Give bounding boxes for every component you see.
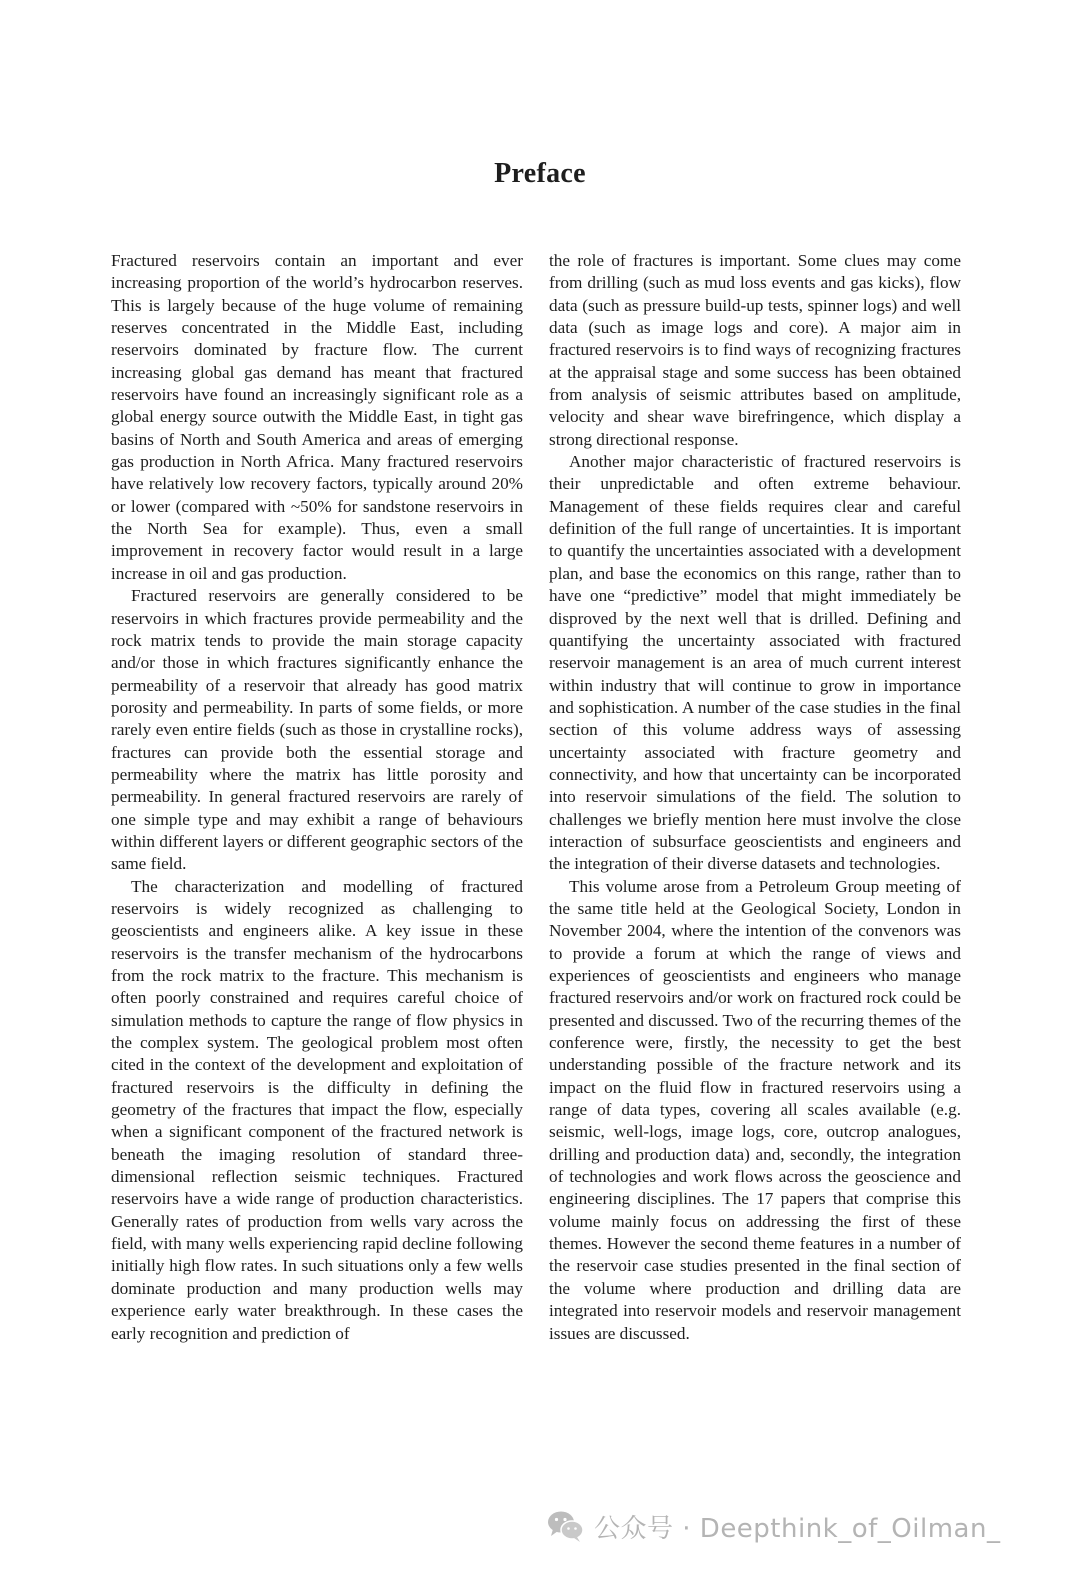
watermark-text: 公众号 · Deepthink_of_Oilman_: [594, 1513, 1001, 1544]
left-column: [111, 250, 523, 1345]
paragraph: the role of fractures is important. Some clues may come from drilling (such as mud loss events and gas kicks), flow data (such as pressure build-up tests, spinner logs) and well data (such as image logs and core). A major aim in fractured reservoirs is to find ways of recognizing fractures at the appraisal stage and some success has been obtained from analysis of seismic attributes based on amplitude, velocity and shear wave birefringence, which display a strong directional response.: [549, 251, 961, 449]
wechat-icon: [546, 1509, 586, 1543]
right-column: [549, 250, 961, 1345]
page-title: Preface: [494, 158, 586, 189]
paragraph: Fractured reservoirs are generally considered to be reservoirs in which fractures provide permeability and the rock matrix tends to provide the main storage capacity and/or those in which fractures significantly enhance the permeability of a reservoir that already has good matrix porosity and permeability. In parts of some fields, or more rarely even entire fields (such as those in crystalline rocks), fractures can provide both the essential storage and permeability where the matrix has little porosity and permeability. In general fractured reservoirs are rarely of one simple type and may exhibit a range of behaviours within different layers or different geographic sectors of the same field.: [111, 586, 523, 874]
paragraph: This volume arose from a Petroleum Group meeting of the same title held at the Geological Society, London in November 2004, where the intention of the convenors was to provide a forum at which the range of views and experiences of geoscientists and engineers who manage fractured reservoirs and/or work on fractured rock could be presented and discussed. Two of the recurring themes of the conference were, firstly, the necessity to get the best understanding possible of the fracture network and its impact on the fluid flow in fractured reservoirs using a range of data types, covering all scales available (e.g. seismic, well-logs, image logs, core, outcrop analogues, drilling and production data) and, secondly, the integration of technologies and work flows across the geoscience and engineering disciplines. The 17 papers that comprise this volume mainly focus on addressing the first of these themes. However the second theme features in a number of the reservoir case studies presented in the final section of the volume where production and drilling data are integrated into reservoir models and reservoir management issues are discussed.: [549, 876, 961, 1343]
paragraph: Fractured reservoirs contain an important and ever increasing proportion of the world’s hydrocarbon reserves. This is largely because of the huge volume of remaining reserves concentrated in the Middle East, including reservoirs dominated by fracture flow. The current increasing global gas demand has meant that fractured reservoirs have found an increasingly significant role as a global energy source outwith the Middle East, in tight gas basins of North and South America and areas of emerging gas production in North Africa. Many fractured reservoirs have relatively low recovery factors, typically around 20% or lower (compared with ~50% for sandstone reservoirs in the North Sea for example). Thus, even a small improvement in recovery factor would result in a large increase in oil and gas production.: [111, 251, 523, 583]
paragraph: Another major characteristic of fractured reservoirs is their unpredictable and often extreme behaviour. Management of these fields requires clear and careful definition of the full range of uncertainties. It is important to quantify the uncertainties associated with a development plan, and base the economics on this range, rather than to have one “predictive” model that might immediately be disproved by the next well that is drilled. Defining and quantifying the uncertainty associated with fractured reservoir management is an area of much current interest within industry that will continue to grow in importance and sophistication. A number of the case studies in the final section of this volume address ways of assessing uncertainty associated with fracture geometry and connectivity, and how that uncertainty can be incorporated into reservoir simulations of the field. The solution to challenges we briefly mention here must involve the close interaction of subsurface geoscientists and engineers and the integration of their diverse datasets and technologies.: [549, 452, 961, 874]
watermark: [546, 1506, 1000, 1546]
paragraph: The characterization and modelling of fractured reservoirs is widely recognized as challenging to geoscientists and engineers alike. A key issue in these reservoirs is the transfer mechanism of the hydrocarbons from the rock matrix to the fracture. This mechanism is often poorly constrained and requires careful choice of simulation methods to capture the range of flow physics in the complex system. The geological problem most often cited in the context of the development and exploitation of fractured reservoirs is the difficulty in defining the geometry of the fractures that impact the flow, especially when a significant component of the fractured network is beneath the imaging resolution of standard three-dimensional reflection seismic techniques. Fractured reservoirs have a wide range of production characteristics. Generally rates of production from wells vary across the field, with many wells experiencing rapid decline following initially high flow rates. In such situations only a few wells dominate production and many production wells may experience early water breakthrough. In these cases the early recognition and prediction of: [111, 876, 523, 1343]
